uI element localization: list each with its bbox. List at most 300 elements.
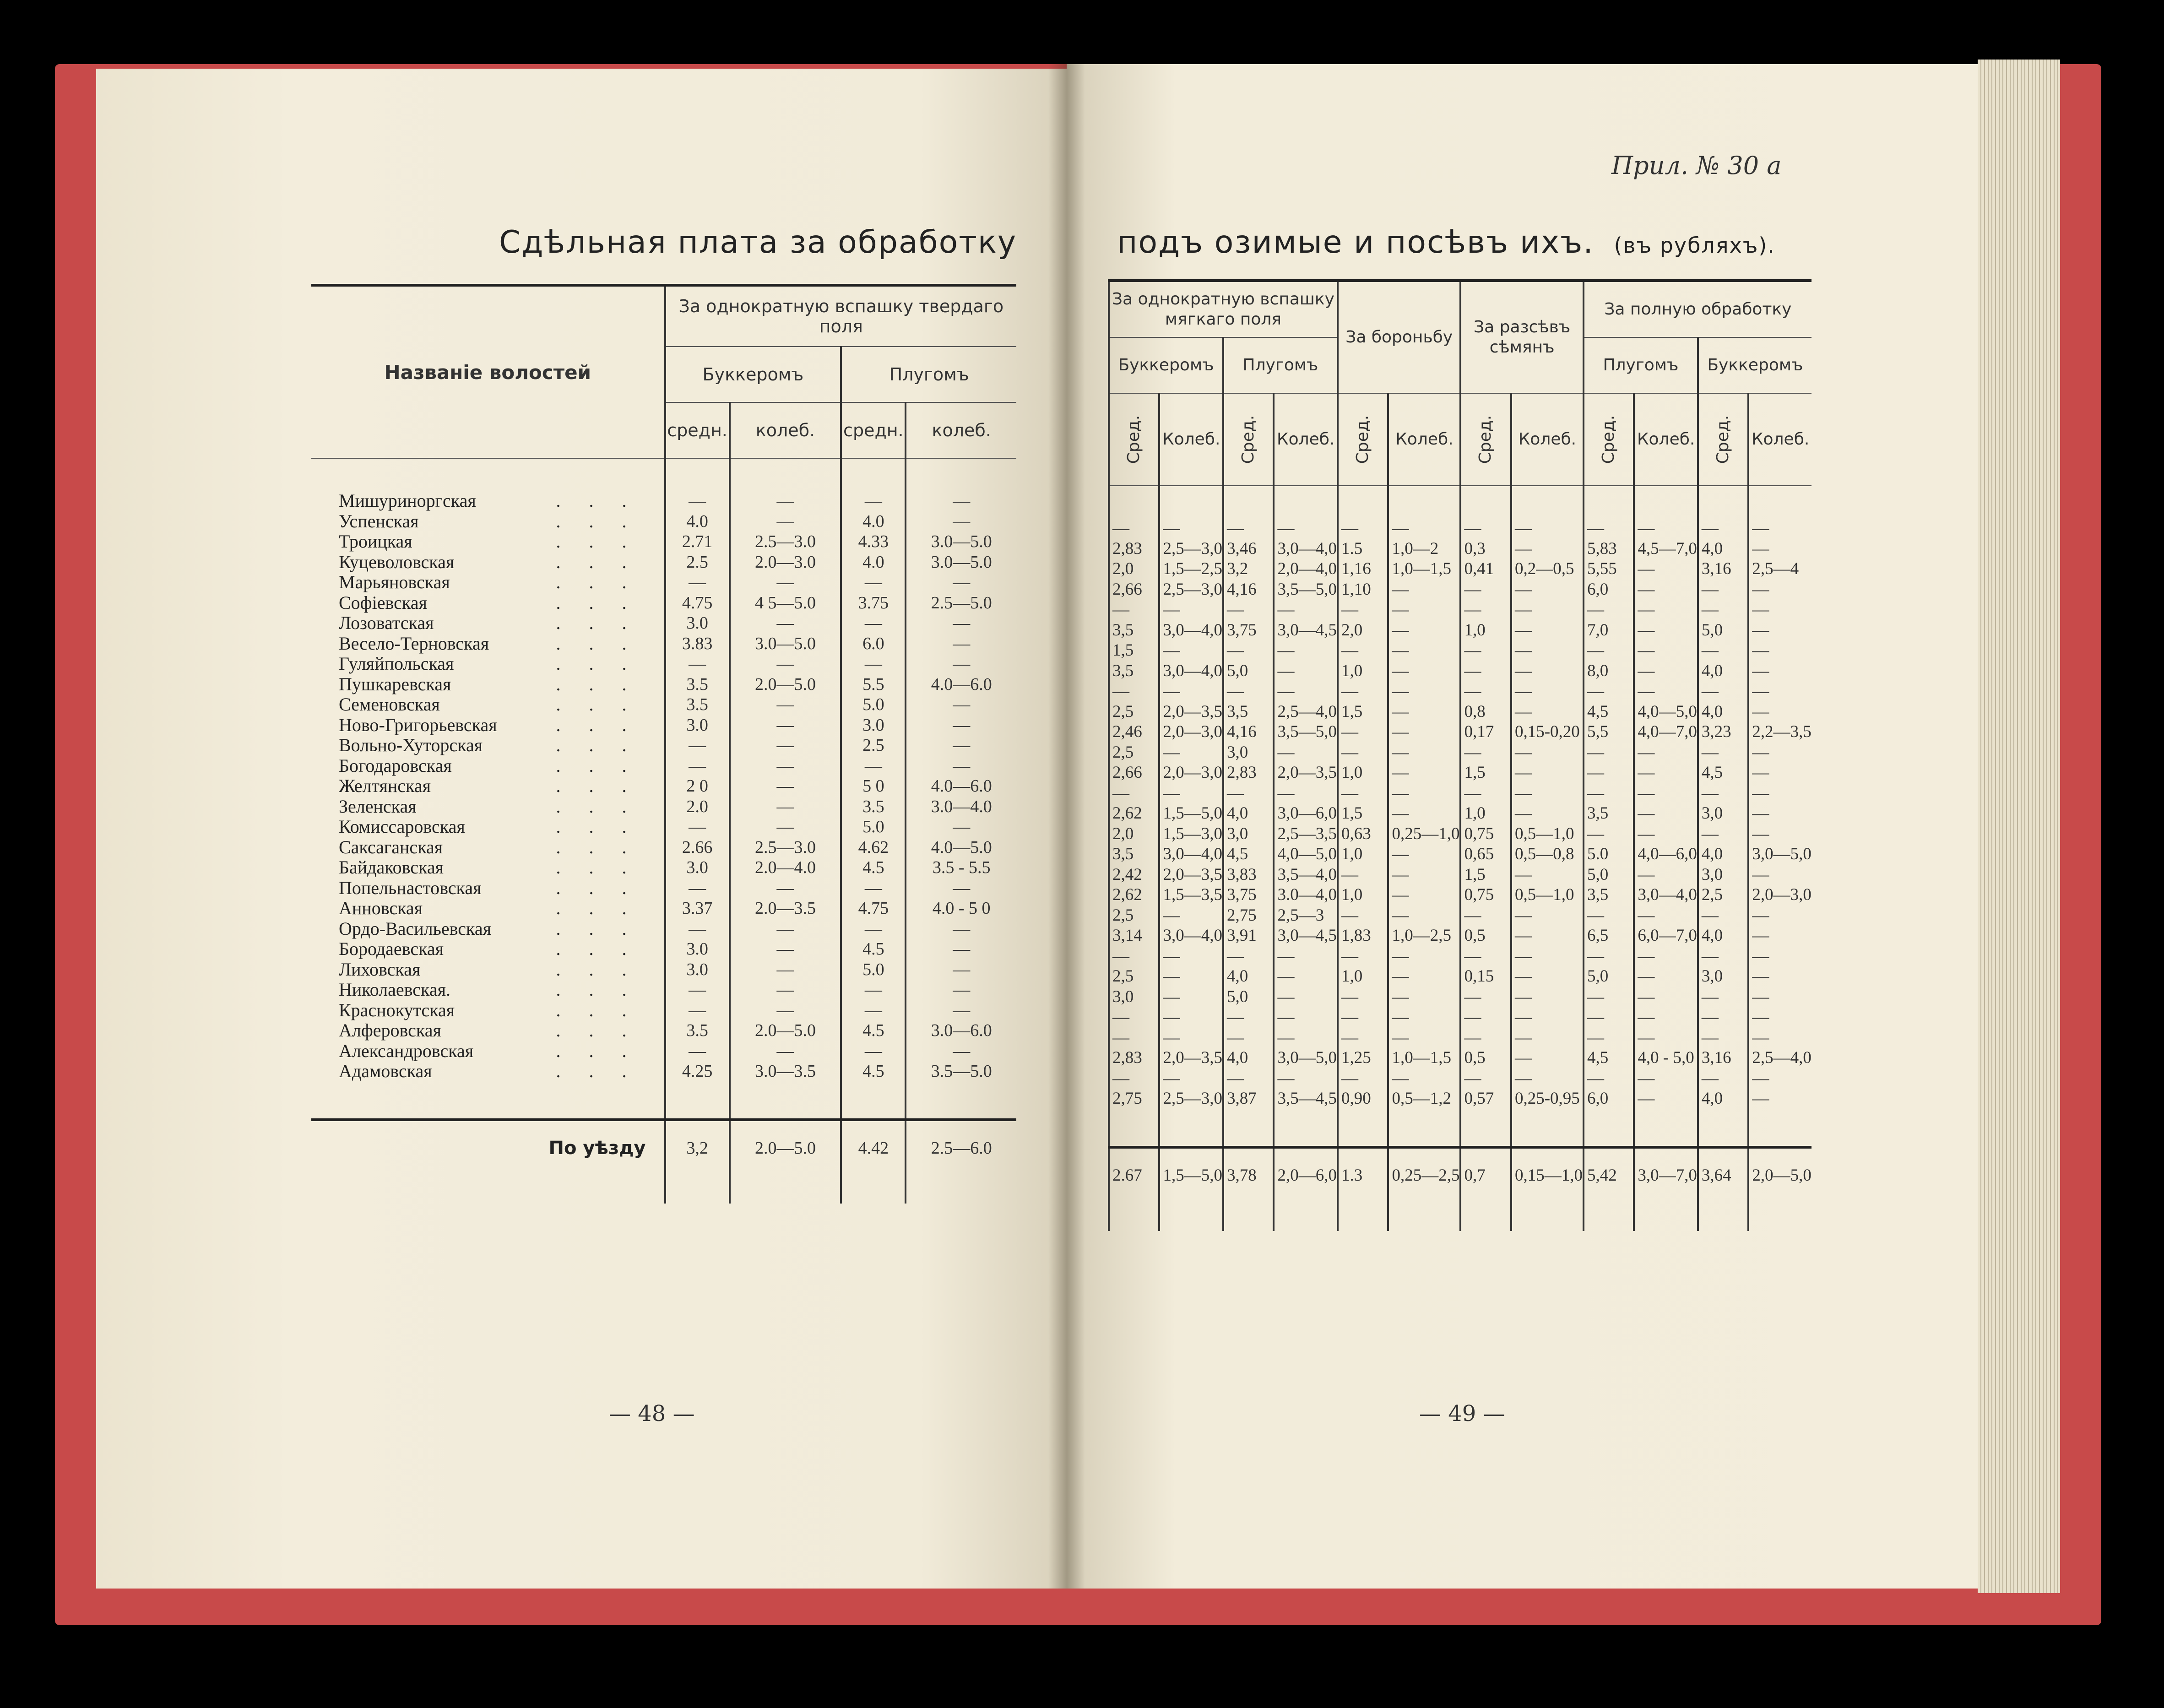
cell-value: — (841, 654, 906, 674)
group-header-full: За полную обработку (1584, 281, 1811, 337)
cell-value: — (1460, 906, 1511, 926)
table-row (311, 674, 1016, 695)
group-header-sowing: За разсѣвъ сѣмянъ (1460, 281, 1583, 393)
volost-name-text: Весело-Терновская (339, 633, 489, 654)
col-rng: Колеб. (1748, 393, 1811, 486)
cell-value: — (665, 980, 730, 1000)
cell-value: 0,57 (1460, 1089, 1511, 1109)
cell-value: — (1634, 580, 1698, 600)
cell-value: — (1511, 702, 1584, 722)
appendix-label: Прил. № 30 а (1611, 151, 1782, 180)
cell-value: — (1584, 1068, 1634, 1089)
cell-value: — (1274, 987, 1338, 1008)
cell-value: — (1748, 1007, 1811, 1028)
cell-value: — (1388, 1028, 1460, 1048)
cell-value: 4.0 (841, 552, 906, 573)
volost-name (311, 939, 665, 960)
cell-value: — (1460, 783, 1511, 804)
cell-value: 3,0—4,0 (1159, 926, 1223, 946)
leader-dots: ... (556, 510, 655, 531)
cell-value: 1,0 (1460, 620, 1511, 641)
table-row (1109, 640, 1811, 661)
volost-name-text: Вольно-Хуторская (339, 735, 483, 755)
table-row (1109, 926, 1811, 946)
cell-value: 2.0—4.0 (730, 857, 841, 878)
cell-value: 2,75 (1109, 1089, 1159, 1109)
cell-value: 2,2—3,5 (1748, 722, 1811, 743)
volost-name-text: Лозоватская (339, 613, 434, 633)
table-row (1109, 722, 1811, 743)
cell-value: 2,5 (1109, 966, 1159, 987)
cell-value: 2.5 (841, 735, 906, 756)
table-row (311, 797, 1016, 817)
cell-value: — (1584, 906, 1634, 926)
cell-value: 4.75 (665, 593, 730, 613)
cell-value: 3,0—4,0 (1159, 661, 1223, 682)
cell-value: — (1274, 1068, 1338, 1089)
leader-dots: ... (556, 551, 655, 572)
table-row (311, 735, 1016, 756)
cell-value: 3,0 (1698, 865, 1748, 885)
cell-value: 3.0—3.5 (730, 1061, 841, 1082)
volost-name (311, 531, 665, 552)
cell-value: 3,0—5,0 (1274, 1048, 1338, 1068)
col-avg (1223, 393, 1274, 486)
total-value: 1,5—5,0 (1159, 1147, 1223, 1204)
cell-value: 3,0—6,0 (1274, 803, 1338, 824)
cell-value: — (1634, 743, 1698, 763)
cell-value: 5,83 (1584, 539, 1634, 559)
cell-value: — (1748, 600, 1811, 620)
cell-value: — (1460, 946, 1511, 967)
volost-name-text: Софіевская (339, 592, 427, 613)
volost-name (311, 797, 665, 817)
spacer-row (311, 458, 1016, 491)
cell-value: 2,66 (1109, 763, 1159, 783)
cell-value: — (1388, 783, 1460, 804)
cell-value: 1,5—3,5 (1159, 885, 1223, 906)
cell-value: — (906, 960, 1016, 980)
cell-value: — (1159, 783, 1223, 804)
cell-value: — (1511, 539, 1584, 559)
cell-value: 8,0 (1584, 661, 1634, 682)
cell-value: — (1223, 1068, 1274, 1089)
cell-value: 3,0—4,0 (1159, 844, 1223, 865)
cell-value: — (730, 654, 841, 674)
table-row (311, 1061, 1016, 1082)
cell-value: 2,5 (1109, 702, 1159, 722)
cell-value: — (1748, 702, 1811, 722)
cell-value: — (1634, 1007, 1698, 1028)
cell-value: — (1274, 783, 1338, 804)
page-edges (1978, 60, 2060, 1593)
cell-value: — (1748, 1089, 1811, 1109)
cell-value: 0,5—0,8 (1511, 844, 1584, 865)
cell-value: — (665, 1041, 730, 1062)
cell-value: 4.5 (841, 939, 906, 960)
table-row (311, 572, 1016, 593)
leader-dots: ... (556, 735, 655, 755)
cell-value: 6,0 (1584, 1089, 1634, 1109)
cell-value: 3.37 (665, 898, 730, 919)
cell-value: — (1388, 763, 1460, 783)
cell-value: — (1634, 1089, 1698, 1109)
cell-value: — (841, 1041, 906, 1062)
cell-value: 2,5—3,0 (1159, 1089, 1223, 1109)
cell-value: 1,0 (1460, 803, 1511, 824)
cell-value: — (1338, 1028, 1388, 1048)
cell-value: — (841, 980, 906, 1000)
cell-value: — (841, 613, 906, 634)
cell-value: 2,83 (1223, 763, 1274, 783)
cell-value: — (1748, 1068, 1811, 1089)
volost-name (311, 654, 665, 674)
cell-value: 2.0—5.0 (730, 1020, 841, 1041)
cell-value: — (730, 572, 841, 593)
col-rng: Колеб. (1274, 393, 1338, 486)
cell-value: 2.5—3.0 (730, 531, 841, 552)
cell-value: 3.5 (665, 1020, 730, 1041)
col-rng: Колеб. (1634, 393, 1698, 486)
cell-value: 1,0 (1338, 966, 1388, 987)
cell-value: 1,25 (1338, 1048, 1388, 1068)
table-row (1109, 1007, 1811, 1028)
sub-header-bukker-full: Буккеромъ (1698, 337, 1811, 393)
cell-value: — (1388, 1007, 1460, 1028)
cell-value: 2,62 (1109, 803, 1159, 824)
col-avg (1109, 393, 1159, 486)
cell-value: 2,5 (1109, 743, 1159, 763)
cell-value: 3,0 (1109, 987, 1159, 1008)
cell-value: 1,5 (1460, 763, 1511, 783)
cell-value: 1,5 (1460, 865, 1511, 885)
total-value: 2.0—5.0 (730, 1120, 841, 1176)
cell-value: 1,5 (1338, 702, 1388, 722)
cell-value: — (665, 491, 730, 511)
cell-value: 3,46 (1223, 539, 1274, 559)
volost-name (311, 593, 665, 613)
cell-value: — (1511, 600, 1584, 620)
volost-name (311, 694, 665, 715)
cell-value: — (1634, 620, 1698, 641)
table-row (1109, 702, 1811, 722)
cell-value: — (1584, 824, 1634, 845)
table-row (1109, 987, 1811, 1008)
leader-dots: ... (556, 938, 655, 959)
cell-value: — (1388, 518, 1460, 539)
volost-name-text: Гуляйпольская (339, 653, 454, 674)
table-row (1109, 803, 1811, 824)
total-value: 2,0—6,0 (1274, 1147, 1338, 1204)
cell-value: 6,0 (1584, 580, 1634, 600)
table-row (311, 715, 1016, 736)
cell-value: — (1159, 681, 1223, 702)
cell-value: 0,15-0,20 (1511, 722, 1584, 743)
table-row (1109, 600, 1811, 620)
cell-value: 0,63 (1338, 824, 1388, 845)
cell-value: — (730, 1000, 841, 1021)
total-value: 2,0—5,0 (1748, 1147, 1811, 1204)
cell-value: 1,0—2 (1388, 539, 1460, 559)
cell-value: — (1748, 906, 1811, 926)
group-header-soft-field: За однократную вспашку мягкаго поля (1109, 281, 1338, 337)
cell-value: — (1274, 518, 1338, 539)
cell-value: 2,75 (1223, 906, 1274, 926)
volost-name-text: Богодаровская (339, 755, 452, 776)
cell-value: 0,5 (1460, 1048, 1511, 1068)
cell-value: — (1274, 600, 1338, 620)
cell-value: 3.0—5.0 (906, 552, 1016, 573)
cell-value: — (1748, 783, 1811, 804)
cell-value: — (1748, 743, 1811, 763)
cell-value: — (1274, 1028, 1338, 1048)
cell-value: — (1698, 783, 1748, 804)
total-row (311, 1120, 1016, 1176)
table-row (1109, 539, 1811, 559)
cell-value: — (1338, 600, 1388, 620)
cell-value: 4,5 (1584, 1048, 1634, 1068)
cell-value: — (906, 756, 1016, 776)
col-avg-1: средн. (665, 402, 730, 458)
volost-name-text: Зеленская (339, 796, 417, 817)
cell-value: 4,16 (1223, 580, 1274, 600)
cell-value: 2,42 (1109, 865, 1159, 885)
cell-value: — (1223, 946, 1274, 967)
cell-value: 3.0 (665, 939, 730, 960)
cell-value: — (1460, 1028, 1511, 1048)
cell-value: — (1388, 844, 1460, 865)
table-row (311, 694, 1016, 715)
cell-value: — (1511, 966, 1584, 987)
table-row (1109, 783, 1811, 804)
cell-value: 4,5 (1584, 702, 1634, 722)
cell-value: 3,5—4,5 (1274, 1089, 1338, 1109)
volost-name (311, 1061, 665, 1082)
cell-value: — (1634, 906, 1698, 926)
cell-value: — (1511, 640, 1584, 661)
volost-name (311, 857, 665, 878)
volost-name (311, 960, 665, 980)
cell-value: 2,83 (1109, 539, 1159, 559)
cell-value: 2,66 (1109, 580, 1159, 600)
cell-value: 3,83 (1223, 865, 1274, 885)
cell-value: — (730, 776, 841, 797)
table-row (1109, 885, 1811, 906)
cell-value: 3,23 (1698, 722, 1748, 743)
leader-dots: ... (556, 959, 655, 980)
cell-value: 0,25-0,95 (1511, 1089, 1584, 1109)
cell-value: 0,5 (1460, 926, 1511, 946)
cell-value: 5,0 (1223, 661, 1274, 682)
cell-value: 1,10 (1338, 580, 1388, 600)
cell-value: 2.5—3.0 (730, 837, 841, 858)
cell-value: — (730, 613, 841, 634)
table-row (1109, 1089, 1811, 1109)
cell-value: 4,0 (1223, 1048, 1274, 1068)
col-avg-2: средн. (841, 402, 906, 458)
cell-value: 2.0—5.0 (730, 674, 841, 695)
table-row (311, 1020, 1016, 1041)
cell-value: — (1511, 580, 1584, 600)
sub-header-plug-full: Плугомъ (1584, 337, 1698, 393)
cell-value: 3,16 (1698, 1048, 1748, 1068)
volost-name-text: Комиссаровская (339, 816, 465, 837)
cell-value: 4,0—5,0 (1634, 702, 1698, 722)
cell-value: 3.83 (665, 634, 730, 654)
cell-value: 2.5—5.0 (906, 593, 1016, 613)
cell-value: 0,5—1,0 (1511, 885, 1584, 906)
volost-name-text: Троицкая (339, 531, 412, 552)
cell-value: — (1338, 865, 1388, 885)
table-row (1109, 518, 1811, 539)
cell-value: — (665, 817, 730, 837)
leader-dots: ... (556, 572, 655, 592)
cell-value: — (841, 756, 906, 776)
cell-value: — (1698, 580, 1748, 600)
cell-value: — (1460, 1007, 1511, 1028)
end-row (1109, 1204, 1811, 1231)
volost-name (311, 1020, 665, 1041)
cell-value: — (1159, 1068, 1223, 1089)
cell-value: — (1460, 743, 1511, 763)
cell-value: 3.0 (665, 857, 730, 878)
volost-name (311, 817, 665, 837)
volost-name (311, 511, 665, 532)
cell-value: — (1338, 722, 1388, 743)
leader-dots: ... (556, 857, 655, 878)
total-value: 2.67 (1109, 1147, 1159, 1204)
cell-value: — (1338, 946, 1388, 967)
table-row (1109, 844, 1811, 865)
col-rng: Колеб. (1159, 393, 1223, 486)
cell-value: — (730, 878, 841, 899)
cell-value: 5,5 (1584, 722, 1634, 743)
cell-value: 2.0—3.0 (730, 552, 841, 573)
cell-value: — (1698, 1068, 1748, 1089)
cell-value: 4,0—6,0 (1634, 844, 1698, 865)
cell-value: — (1388, 600, 1460, 620)
cell-value: — (1109, 783, 1159, 804)
volost-name (311, 1000, 665, 1021)
cell-value: — (1511, 906, 1584, 926)
cell-value: — (1460, 1068, 1511, 1089)
cell-value: 0,17 (1460, 722, 1511, 743)
cell-value: 3,75 (1223, 885, 1274, 906)
cell-value: — (665, 735, 730, 756)
group-header-harrow: За бороньбу (1338, 281, 1460, 393)
leader-dots: ... (556, 898, 655, 918)
table-row (1109, 946, 1811, 967)
volost-name (311, 1041, 665, 1062)
cell-value: 2,5—3,5 (1274, 824, 1338, 845)
volost-name (311, 919, 665, 939)
leader-dots: ... (556, 1040, 655, 1061)
volost-name-text: Желтянская (339, 775, 431, 796)
cell-value: — (1634, 987, 1698, 1008)
volost-name-text: Анновская (339, 898, 423, 918)
cell-value: — (1109, 1007, 1159, 1028)
cell-value: 0,41 (1460, 559, 1511, 580)
cell-value: — (906, 1000, 1016, 1021)
table-row (1109, 620, 1811, 641)
volost-name (311, 776, 665, 797)
volost-name-text: Бородаевская (339, 938, 444, 959)
volost-name (311, 715, 665, 736)
cell-value: 0,5—1,0 (1511, 824, 1584, 845)
table-row (1109, 681, 1811, 702)
col-avg-label: Сред. (1239, 415, 1258, 464)
volost-name (311, 980, 665, 1000)
cell-value: 3.5—5.0 (906, 1061, 1016, 1082)
cell-value: 4.5 (841, 1061, 906, 1082)
cell-value: 4,5 (1223, 844, 1274, 865)
volost-name-text: Пушкаревская (339, 673, 451, 694)
cell-value: 4,0 (1698, 926, 1748, 946)
cell-value: — (730, 939, 841, 960)
table-row (1109, 661, 1811, 682)
book-gutter (1048, 64, 1085, 1589)
cell-value: — (1511, 1028, 1584, 1048)
cell-value: 2,5—3,0 (1159, 580, 1223, 600)
cell-value: 4.5 (841, 857, 906, 878)
cell-value: — (1511, 620, 1584, 641)
total-value: 3,64 (1698, 1147, 1748, 1204)
cell-value: 5.0 (841, 817, 906, 837)
cell-value: 3,5 (1109, 620, 1159, 641)
table-row (311, 919, 1016, 939)
cell-value: 3,5—5,0 (1274, 722, 1338, 743)
sub-header-bukker: Буккеромъ (665, 347, 841, 402)
left-page-number: — 48 — (609, 1401, 695, 1426)
leader-dots: ... (556, 775, 655, 796)
cell-value: 1,0 (1338, 661, 1388, 682)
cell-value: — (1698, 1028, 1748, 1048)
cell-value: — (730, 980, 841, 1000)
cell-value: 2,0—3,0 (1748, 885, 1811, 906)
cell-value: 5.0 (1584, 844, 1634, 865)
leader-dots: ... (556, 816, 655, 837)
cell-value: 5 0 (841, 776, 906, 797)
cell-value: 2.0 (665, 797, 730, 817)
cell-value: 3,0—4,5 (1274, 620, 1338, 641)
leader-dots: ... (556, 1061, 655, 1081)
leader-dots: ... (556, 490, 655, 511)
volost-name-text: Попельнастовская (339, 877, 482, 898)
cell-value: — (1338, 1007, 1388, 1028)
cell-value: — (1511, 661, 1584, 682)
cell-value: 4.25 (665, 1061, 730, 1082)
cell-value: — (1634, 1028, 1698, 1048)
cell-value: 3,5 (1584, 803, 1634, 824)
table-row (1109, 906, 1811, 926)
cell-value: 1,0 (1338, 885, 1388, 906)
table-row (311, 857, 1016, 878)
cell-value: — (1388, 966, 1460, 987)
cell-value: — (1634, 681, 1698, 702)
cell-value: — (1634, 600, 1698, 620)
cell-value: — (1584, 743, 1634, 763)
cell-value: — (906, 817, 1016, 837)
cell-value: — (1584, 600, 1634, 620)
cell-value: — (1634, 803, 1698, 824)
cell-value: — (906, 735, 1016, 756)
cell-value: — (1511, 763, 1584, 783)
cell-value: — (1698, 987, 1748, 1008)
cell-value: 3.0—4,0 (1274, 885, 1338, 906)
cell-value: — (841, 1000, 906, 1021)
cell-value: 2,0—3,5 (1159, 865, 1223, 885)
cell-value: 4.62 (841, 837, 906, 858)
